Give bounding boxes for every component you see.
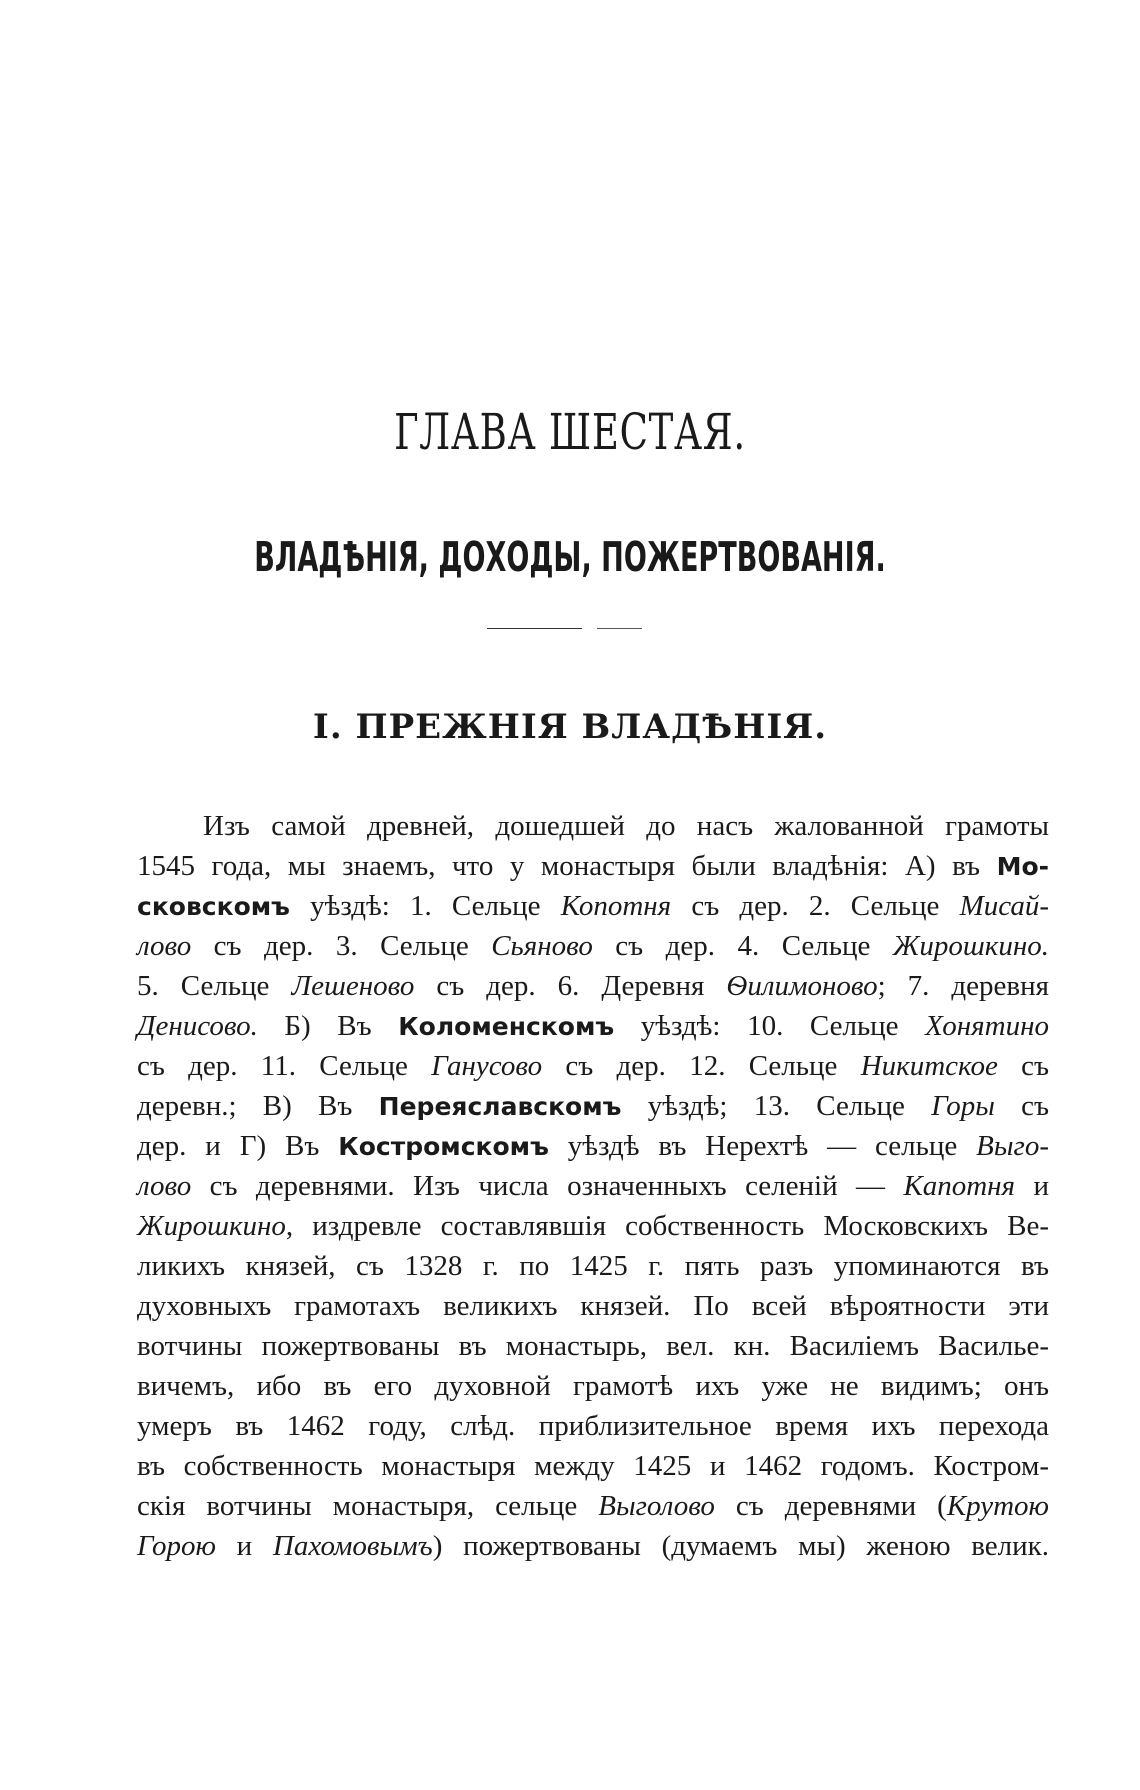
text-segment: 1545 года, мы знаемъ, что у монастыря были владѣнія: А) въ (137, 850, 997, 882)
village-name-italic: Лешеново (291, 970, 415, 1002)
divider-segment (597, 628, 642, 629)
text-segment: ) пожертвованы (думаемъ мы) женою велик. (432, 1530, 1049, 1562)
village-name-italic: Сьяново (491, 930, 593, 962)
text-line (137, 1206, 1049, 1246)
village-name-italic: Горы (931, 1090, 995, 1122)
text-line (137, 1406, 1049, 1446)
text-segment: дер. и Г) Въ (137, 1130, 339, 1162)
text-segment: съ деревнями. Изъ числа означенныхъ селеній — (191, 1170, 904, 1202)
text-segment: съ дер. 3. Сельце (191, 930, 492, 962)
text-segment: умеръ въ 1462 году, слѣд. приблизительное время ихъ перехода (137, 1410, 1049, 1442)
text-line (137, 1326, 1049, 1366)
text-line (137, 886, 1049, 926)
text-segment: 5. Сельце (137, 970, 292, 1002)
text-line (137, 1286, 1049, 1326)
text-segment: и (215, 1530, 273, 1562)
text-segment: вичемъ, ибо въ его духовной грамотѣ ихъ уже не видимъ; онъ (137, 1370, 1049, 1402)
text-segment: съ дер. 12. Сельце (542, 1050, 861, 1082)
text-segment: Изъ самой древней, дошедшей до насъ жалованной грамоты (203, 810, 1049, 842)
place-name-bold: Переяславскомъ (378, 1092, 622, 1121)
text-segment: вотчины пожертвованы въ монастырь, вел. кн. Василіемъ Василье- (137, 1330, 1049, 1362)
text-line (137, 1366, 1049, 1406)
text-line (137, 846, 1049, 886)
text-segment: съ (994, 1090, 1049, 1122)
text-segment: , издревле составлявшія собственность Московскихъ Ве- (285, 1210, 1049, 1242)
village-name-italic: Копотня (560, 890, 672, 922)
text-segment: съ дер. 6. Деревня (414, 970, 727, 1002)
chapter-title: ГЛАВА ШЕСТАЯ. (394, 403, 746, 461)
text-segment: съ дер. 11. Сельце (137, 1050, 432, 1082)
text-segment: въ собственность монастыря между 1425 и 1462 годомъ. Костром- (137, 1450, 1049, 1482)
village-name-italic: Крутою (946, 1490, 1049, 1522)
text-line (137, 1046, 1049, 1086)
text-segment: съ (997, 1050, 1049, 1082)
text-segment: Б) Въ (257, 1010, 399, 1042)
village-name-italic: Жирошкино. (892, 930, 1050, 962)
text-segment: уѣздѣ: 1. Сельце (289, 890, 561, 922)
ornamental-divider (487, 627, 657, 631)
place-name-bold: Костромскомъ (338, 1132, 549, 1161)
village-name-italic: Хонятино (925, 1010, 1049, 1042)
text-line (137, 1446, 1049, 1486)
text-segment: уѣздѣ въ Нерехтѣ — сельце (548, 1130, 977, 1162)
place-name-bold: сковскомъ (137, 892, 290, 921)
place-name-bold: Коломенскомъ (398, 1012, 615, 1041)
village-name-italic: Мисай- (959, 890, 1049, 922)
section-heading: I. ПРЕЖНІЯ ВЛАДѢНІЯ. (312, 707, 828, 747)
text-segment: ; 7. деревня (877, 970, 1049, 1002)
text-segment: съ дер. 4. Сельце (592, 930, 893, 962)
village-name-italic: Капотня (903, 1170, 1016, 1202)
village-name-italic: лово (137, 1170, 192, 1202)
village-name-italic: Горою (137, 1530, 216, 1562)
text-line (137, 1246, 1049, 1286)
text-segment: и (1015, 1170, 1049, 1202)
divider-segment (487, 628, 582, 629)
text-line (137, 1006, 1049, 1046)
text-line (137, 1166, 1049, 1206)
text-line (137, 926, 1049, 966)
text-segment: деревн.; В) Въ (137, 1090, 379, 1122)
village-name-italic: Выго- (976, 1130, 1049, 1162)
text-segment: уѣздѣ: 10. Сельце (614, 1010, 926, 1042)
text-line (137, 1526, 1049, 1566)
text-line (137, 966, 1049, 1006)
text-segment: ликихъ князей, съ 1328 г. по 1425 г. пять разъ упоминаются въ (137, 1250, 1049, 1282)
text-line (137, 1486, 1049, 1526)
village-name-italic: Жирошкино (137, 1210, 286, 1242)
text-segment: съ деревнями ( (714, 1490, 947, 1522)
text-segment: скія вотчины монастыря, сельце (137, 1490, 599, 1522)
text-segment: духовныхъ грамотахъ великихъ князей. По всей вѣроятности эти (137, 1290, 1049, 1322)
village-name-italic: Ганусово (431, 1050, 543, 1082)
village-name-italic: Денисово. (137, 1010, 258, 1042)
place-name-bold: Мо- (996, 852, 1049, 881)
text-line (137, 806, 1049, 846)
village-name-italic: Пахомовымъ (272, 1530, 433, 1562)
chapter-subtitle: ВЛАДѢНІЯ, ДОХОДЫ, ПОЖЕРТВОВАНІЯ. (254, 533, 886, 581)
village-name-italic: Ѳилимоново (726, 970, 878, 1002)
village-name-italic: лово (137, 930, 192, 962)
text-segment: съ дер. 2. Сельце (671, 890, 960, 922)
text-line (137, 1086, 1049, 1126)
village-name-italic: Выголово (598, 1490, 715, 1522)
body-paragraph (137, 806, 1049, 1566)
text-segment: уѣздѣ; 13. Сельце (621, 1090, 932, 1122)
village-name-italic: Никитское (860, 1050, 998, 1082)
text-line (137, 1126, 1049, 1166)
